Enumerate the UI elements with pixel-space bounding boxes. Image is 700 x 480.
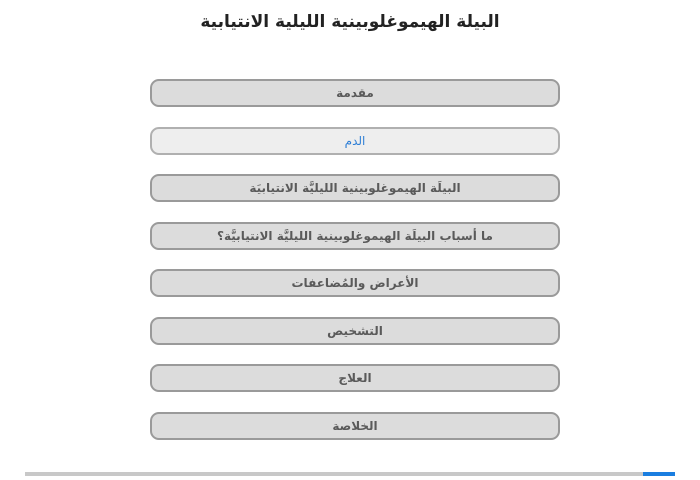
menu-item-summary[interactable]: الخلاصة [150, 412, 560, 440]
menu-item-causes[interactable]: ما أسباب البيلَة الهيموغلوبينية الليليَّة الانتيابيَّة؟ [150, 222, 560, 250]
progress-fill [643, 472, 676, 476]
section-menu [150, 79, 560, 459]
menu-item-symptoms[interactable]: الأعراض والمُضاعفات [150, 269, 560, 297]
page-title: البيلة الهيموغلوبينية الليلية الانتيابية [200, 12, 500, 32]
menu-item-introduction[interactable]: مقدمة [150, 79, 560, 107]
progress-bar [25, 472, 675, 476]
menu-item-pnh[interactable]: البيلَة الهيموغلوبينية الليليَّة الانتيابيَة [150, 174, 560, 202]
menu-item-treatment[interactable]: العلاج [150, 364, 560, 392]
menu-item-blood[interactable]: الدم [150, 127, 560, 155]
menu-item-diagnosis[interactable]: التشخيص [150, 317, 560, 345]
